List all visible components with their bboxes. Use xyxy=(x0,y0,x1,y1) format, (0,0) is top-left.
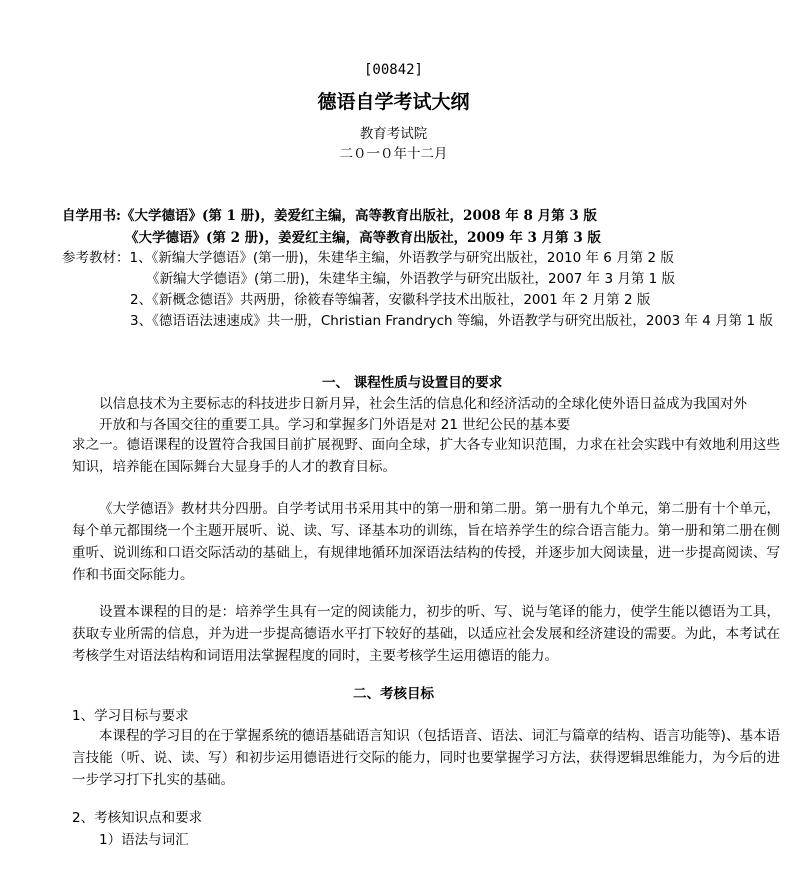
publication-date: 二０一０年十二月 xyxy=(339,146,448,162)
subsection-1-heading: 1、学习目标与要求 xyxy=(72,708,189,724)
publisher: 教育考试院 xyxy=(359,126,428,142)
section-1-para-2: 《大学德语》教材共分四册。自学考试用书采用其中的第一册和第二册。第一册有九个单元，第二册有十个单元，每个单元都围绕一个主题开展听、说、读、写、译基本功的训练，旨在培养学生的综合语言能力。第一册和第二册在侧重听、说训练和口语交际活动的基础上，有规律地循环加深语法结构的传授，并逐步加大阅读量，进一步提高阅读、写作和书面交际能力。 xyxy=(72,501,780,583)
reference-label: 参考教材： xyxy=(62,250,130,266)
self-study-books xyxy=(62,206,597,226)
section-2-heading: 二、考核目标 xyxy=(353,686,434,702)
subsection-1-text: 本课程的学习目的在于掌握系统的德语基础语言知识（包括语音、语法、词汇与篇章的结构、语言功能等)、基本语言技能（听、说、读、写）和初步运用德语进行交际的能力，同时也要掌握学习方法，获得逻辑思维能力，为今后的进一步学习打下扎实的基础。 xyxy=(72,728,780,788)
document-title: 德语自学考试大纲 xyxy=(317,91,470,113)
reference-book-2: 2、《新概念德语》共两册，徐筱春等编著，安徽科学技术出版社，2001 年 2 月第 2 版 xyxy=(130,292,651,308)
reference-book-3: 3、《德语语法速速成》共一册，Christian Frandrych 等编，外语教学与研究出版社，2003 年 4 月第 1 版 xyxy=(130,313,773,329)
reference-book-1a: 1、《新编大学德语》(第一册)，朱建华主编，外语教学与研究出版社，2010 年 6 月第 2 版 xyxy=(129,250,674,266)
section-1-para-3: 设置本课程的目的是：培养学生具有一定的阅读能力，初步的听、写、说与笔译的能力，使学生能以德语为工具，获取专业所需的信息，并为进一步提高德语水平打下较好的基础，以适应社会发展和经济建设的需要。为此，本考试在考核学生对语法结构和词语用法掌握程度的同时，主要考核学生运用德语的能力。 xyxy=(72,604,780,664)
section-1-heading: 一、 课程性质与设置目的要求 xyxy=(322,375,503,391)
document-code: [00842] xyxy=(363,62,423,78)
reference-books xyxy=(62,248,674,268)
self-study-book-1: 《大学德语》(第 1 册)，姜爱红主编，高等教育出版社，2008 年 8 月第 3 版 xyxy=(120,208,597,224)
self-study-label: 自学用书: xyxy=(62,208,121,224)
subsection-2-heading: 2、考核知识点和要求 xyxy=(72,810,203,826)
self-study-book-2: 《大学德语》(第 2 册)，姜爱红主编，高等教育出版社，2009 年 3 月第 3 版 xyxy=(125,230,601,246)
reference-book-1b: 《新编大学德语》(第二册)，朱建华主编，外语教学与研究出版社，2007 年 3 月第 1 版 xyxy=(146,271,676,287)
subsection-2-1-heading: 1）语法与词汇 xyxy=(99,832,189,848)
section-1-para-1-rest: 求之一。德语课程的设置符合我国目前扩展视野、面向全球，扩大各专业知识范围，力求在社会实践中有效地利用这些知识，培养能在国际舞台大显身手的人才的教育目标。 xyxy=(72,437,780,475)
section-1-para-1-line-2: 开放和与各国交往的重要工具。学习和掌握多门外语是对 21 世纪公民的基本要 xyxy=(99,417,571,433)
section-1-para-1-line-1: 以信息技术为主要标志的科技进步日新月异，社会生活的信息化和经济活动的全球化使外语日益成为我国对外 xyxy=(99,396,747,412)
